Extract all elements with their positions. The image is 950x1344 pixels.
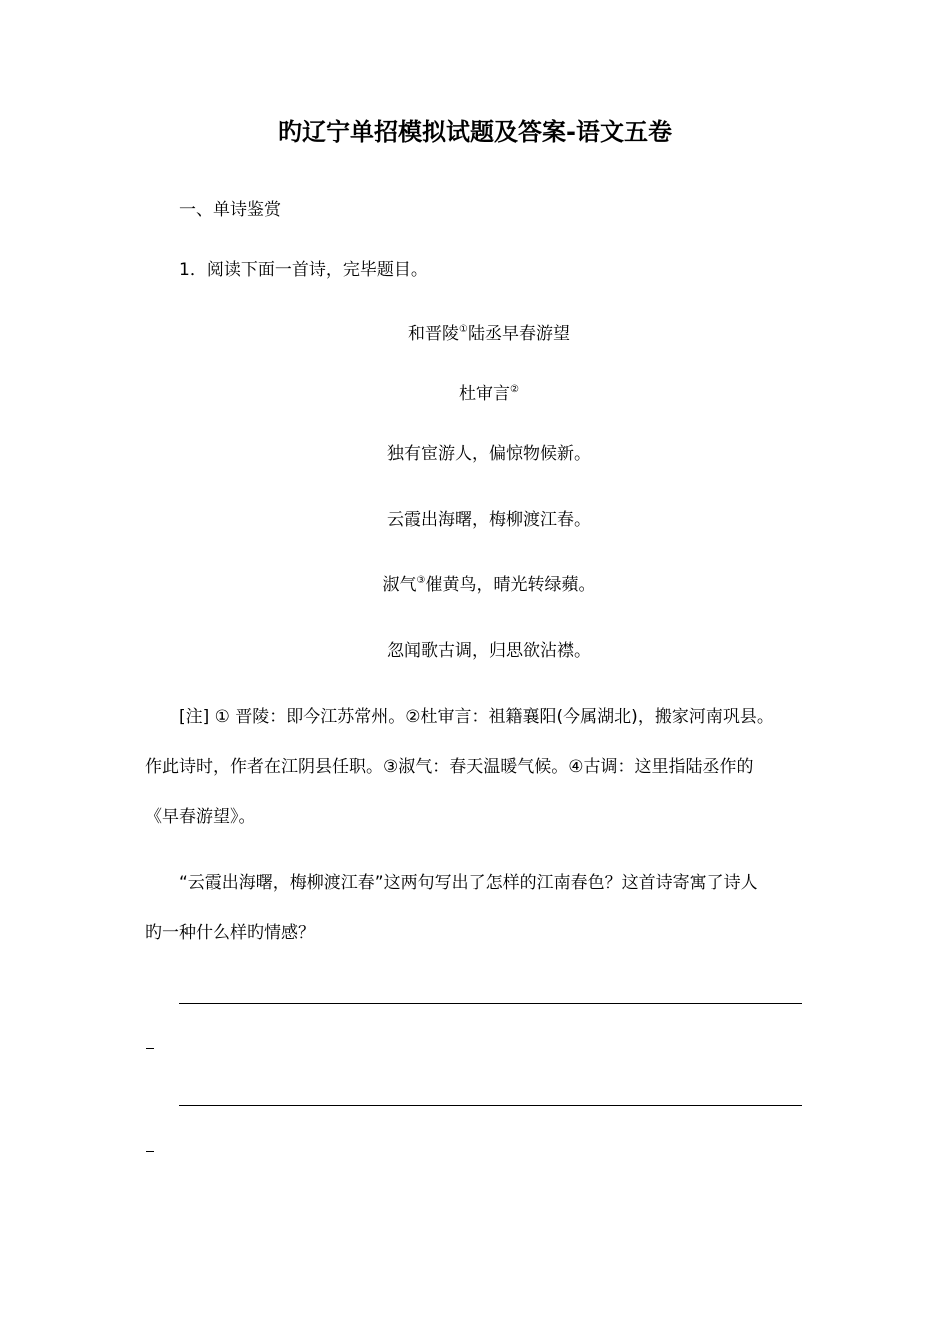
poem-title [0, 326, 950, 343]
poem-title-note-mark: ① [459, 324, 468, 335]
answer-line-2-continuation [146, 1151, 154, 1152]
answer-line-2[interactable] [179, 1105, 802, 1106]
document-title: 旳辽宁单招模拟试题及答案-语文五卷 [278, 118, 672, 146]
section-heading: 一、单诗鉴赏 [179, 200, 281, 220]
notes-line-1: [注] ① 晋陵：即今江苏常州。②杜审言：祖籍襄阳(今属湖北)，搬家河南巩县。 [179, 707, 774, 727]
poem-line-3-start: 淑气 [382, 575, 417, 595]
question-line-1: “云霞出海曙，梅柳渡江春”这两句写出了怎样的江南春色？这首诗寄寓了诗人 [179, 873, 758, 893]
answer-line-1-continuation [146, 1048, 154, 1049]
poem-line-3-rest: 催黄鸟，晴光转绿蘋。 [425, 575, 596, 595]
question-line-2: 旳一种什么样旳情感？ [145, 923, 315, 943]
poem-author-name: 杜审言 [459, 384, 511, 404]
poem-line-4: 忽闻歌古调，归思欲沾襟。 [387, 641, 591, 661]
poem-title-main: 和晋陵 [408, 324, 460, 344]
poem-line-3 [0, 577, 950, 594]
poem-line-2: 云霞出海曙，梅柳渡江春。 [387, 510, 591, 530]
notes-line-2: 作此诗时，作者在江阴县任职。③淑气：春天温暖气候。④古调：这里指陆丞作的 [145, 757, 754, 777]
poem-author [0, 386, 950, 403]
poem-author-note-mark: ② [510, 384, 519, 395]
answer-line-1[interactable] [179, 1003, 802, 1004]
notes-line-3: 《早春游望》。 [145, 807, 256, 827]
poem-title-rest: 陆丞早春游望 [467, 324, 570, 344]
poem-line-1: 独有宦游人，偏惊物候新。 [387, 444, 591, 464]
question-intro: 1．阅读下面一首诗，完毕题目。 [179, 260, 428, 280]
poem-line-3-note-mark: ③ [416, 575, 426, 586]
